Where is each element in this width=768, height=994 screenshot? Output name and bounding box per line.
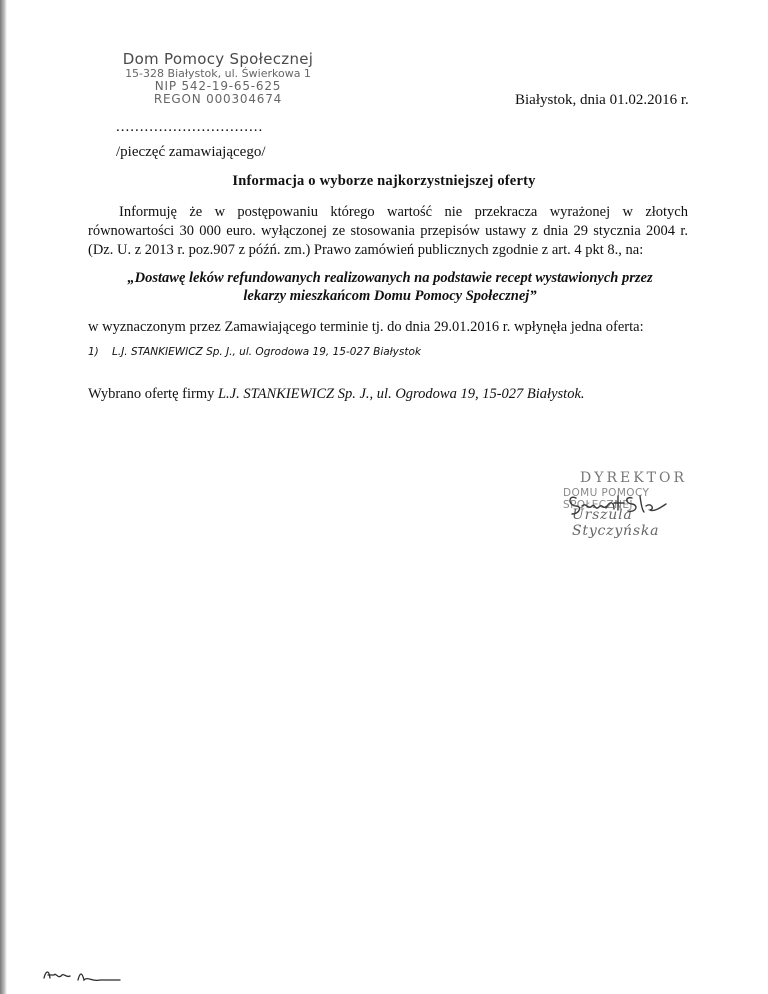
deadline-paragraph: w wyznaczonym przez Zamawiającego terminie tj. do dnia 29.01.2016 r. wpłynęła jedna oferta:: [88, 319, 644, 335]
document-title: Informacja o wyborze najkorzystniejszej oferty: [232, 173, 536, 189]
scan-edge: [0, 0, 7, 994]
stamp-org-name: Dom Pomocy Społecznej: [122, 50, 314, 68]
offer-number: 1): [88, 346, 99, 358]
offer-list: [88, 346, 421, 358]
list-item: [88, 346, 421, 358]
chosen-offer-paragraph: [88, 386, 585, 403]
chosen-firm: L.J. STANKIEWICZ Sp. J., ul. Ogrodowa 19, 15-027 Białystok.: [217, 386, 585, 402]
subject-line-1: „Dostawę leków refundowanych realizowanych na podstawie recept wystawionych przez: [127, 270, 653, 286]
intro-text: Informuję że w postępowaniu którego wartość nie przekracza wyrażonej w złotych równowartości 30 000 euro. wyłączonej ze stosowania przepisów ustawy z dnia 29 stycznia 2004 r. (Dz. U. z 2013 r. poz.907 z późń. zm.) Prawo zamówień publicznych zgodnie z art. 4 pkt 8., na:: [88, 204, 688, 258]
director-name: Urszula Styczyńska: [572, 507, 660, 539]
stamp-placeholder-dots: ...............................: [116, 119, 264, 135]
director-stamp: [550, 470, 710, 540]
stamp-regon: REGON 000304674: [153, 92, 283, 106]
stamp-address: 15-328 Białystok, ul. Świerkowa 1: [125, 67, 311, 80]
offer-text: L.J. STANKIEWICZ Sp. J., ul. Ogrodowa 19, 15-027 Białystok: [112, 346, 421, 358]
intro-paragraph: [88, 203, 688, 260]
stamp-nip: NIP 542-19-65-625: [154, 79, 282, 93]
director-title: DYREKTOR: [580, 470, 688, 486]
organization-stamp: [118, 50, 318, 106]
order-subject: [80, 269, 700, 305]
subject-line-2: lekarzy mieszkańcom Domu Pomocy Społecznej”: [243, 288, 537, 304]
chosen-prefix: Wybrano ofertę firmy: [88, 386, 215, 402]
handwritten-initials: [40, 962, 130, 986]
place-date: Białystok, dnia 01.02.2016 r.: [515, 92, 689, 108]
stamp-caption: /pieczęć zamawiającego/: [116, 144, 266, 160]
director-org: DOMU POMOCY SPOŁECZNEJ: [563, 487, 650, 511]
